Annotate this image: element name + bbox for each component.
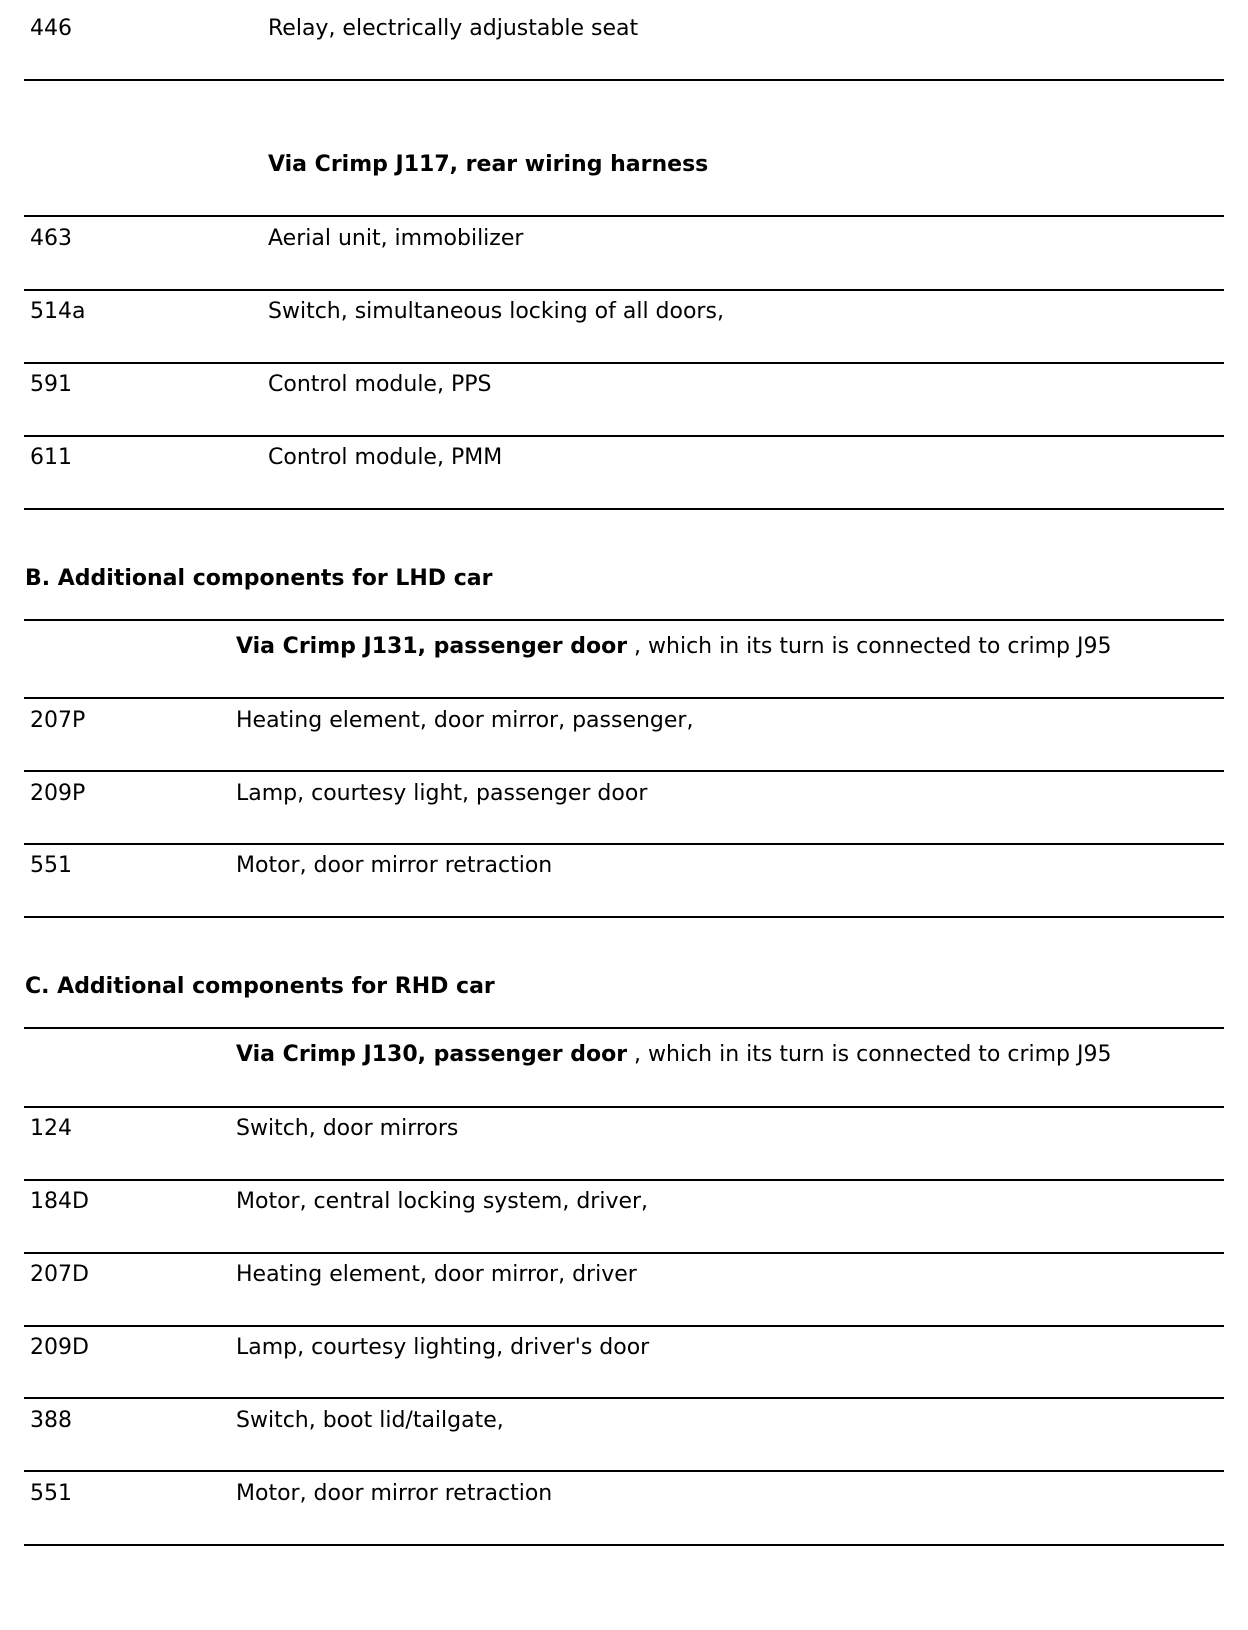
part-description: Switch, boot lid/tailgate, bbox=[236, 1408, 504, 1433]
part-description: Lamp, courtesy light, passenger door bbox=[236, 781, 648, 806]
group-heading-bold: Via Crimp J131, passenger door bbox=[236, 634, 628, 659]
part-description: Switch, door mirrors bbox=[236, 1116, 459, 1141]
table-rule bbox=[24, 1325, 1224, 1327]
section-b-title: B. Additional components for LHD car bbox=[25, 566, 493, 591]
part-code: 209P bbox=[30, 781, 86, 806]
group-heading-j117: Via Crimp J117, rear wiring harness bbox=[268, 152, 709, 177]
part-code: 209D bbox=[30, 1335, 89, 1360]
part-description: Lamp, courtesy lighting, driver's door bbox=[236, 1335, 650, 1360]
part-code: 446 bbox=[30, 16, 72, 41]
part-description: Motor, door mirror retraction bbox=[236, 1481, 553, 1506]
table-rule bbox=[24, 1544, 1224, 1546]
table-rule bbox=[24, 1252, 1224, 1254]
group-heading-j130 bbox=[236, 1042, 1112, 1068]
group-heading-rest: , which in its turn is connected to crimp J95 bbox=[627, 1042, 1112, 1067]
table-rule bbox=[24, 435, 1224, 437]
part-description: Aerial unit, immobilizer bbox=[268, 226, 524, 251]
part-description: Switch, simultaneous locking of all doors, bbox=[268, 299, 724, 324]
table-rule bbox=[24, 362, 1224, 364]
part-description: Motor, door mirror retraction bbox=[236, 853, 553, 878]
part-code: 551 bbox=[30, 853, 72, 878]
section-c-title: C. Additional components for RHD car bbox=[25, 974, 495, 999]
table-rule bbox=[24, 1179, 1224, 1181]
table-rule bbox=[24, 1106, 1224, 1108]
table-rule bbox=[24, 1470, 1224, 1472]
table-rule bbox=[24, 215, 1224, 217]
part-code: 207P bbox=[30, 708, 86, 733]
group-heading-j131 bbox=[236, 634, 1112, 660]
part-code: 514a bbox=[30, 299, 86, 324]
group-heading-bold: Via Crimp J130, passenger door bbox=[236, 1042, 628, 1067]
table-rule bbox=[24, 843, 1224, 845]
part-description: Relay, electrically adjustable seat bbox=[268, 16, 639, 41]
part-code: 551 bbox=[30, 1481, 72, 1506]
part-code: 124 bbox=[30, 1116, 72, 1141]
part-description: Motor, central locking system, driver, bbox=[236, 1189, 649, 1214]
table-rule bbox=[24, 619, 1224, 621]
table-rule bbox=[24, 697, 1224, 699]
table-rule bbox=[24, 916, 1224, 918]
table-rule bbox=[24, 1027, 1224, 1029]
table-rule bbox=[24, 79, 1224, 81]
table-rule bbox=[24, 289, 1224, 291]
table-rule bbox=[24, 1397, 1224, 1399]
part-description: Heating element, door mirror, passenger, bbox=[236, 708, 694, 733]
table-rule bbox=[24, 508, 1224, 510]
part-code: 184D bbox=[30, 1189, 89, 1214]
part-code: 611 bbox=[30, 445, 72, 470]
part-description: Heating element, door mirror, driver bbox=[236, 1262, 637, 1287]
part-description: Control module, PPS bbox=[268, 372, 492, 397]
part-code: 388 bbox=[30, 1408, 72, 1433]
group-heading-rest: , which in its turn is connected to crimp J95 bbox=[627, 634, 1112, 659]
table-rule bbox=[24, 770, 1224, 772]
part-code: 463 bbox=[30, 226, 72, 251]
part-code: 207D bbox=[30, 1262, 89, 1287]
part-code: 591 bbox=[30, 372, 72, 397]
part-description: Control module, PMM bbox=[268, 445, 503, 470]
